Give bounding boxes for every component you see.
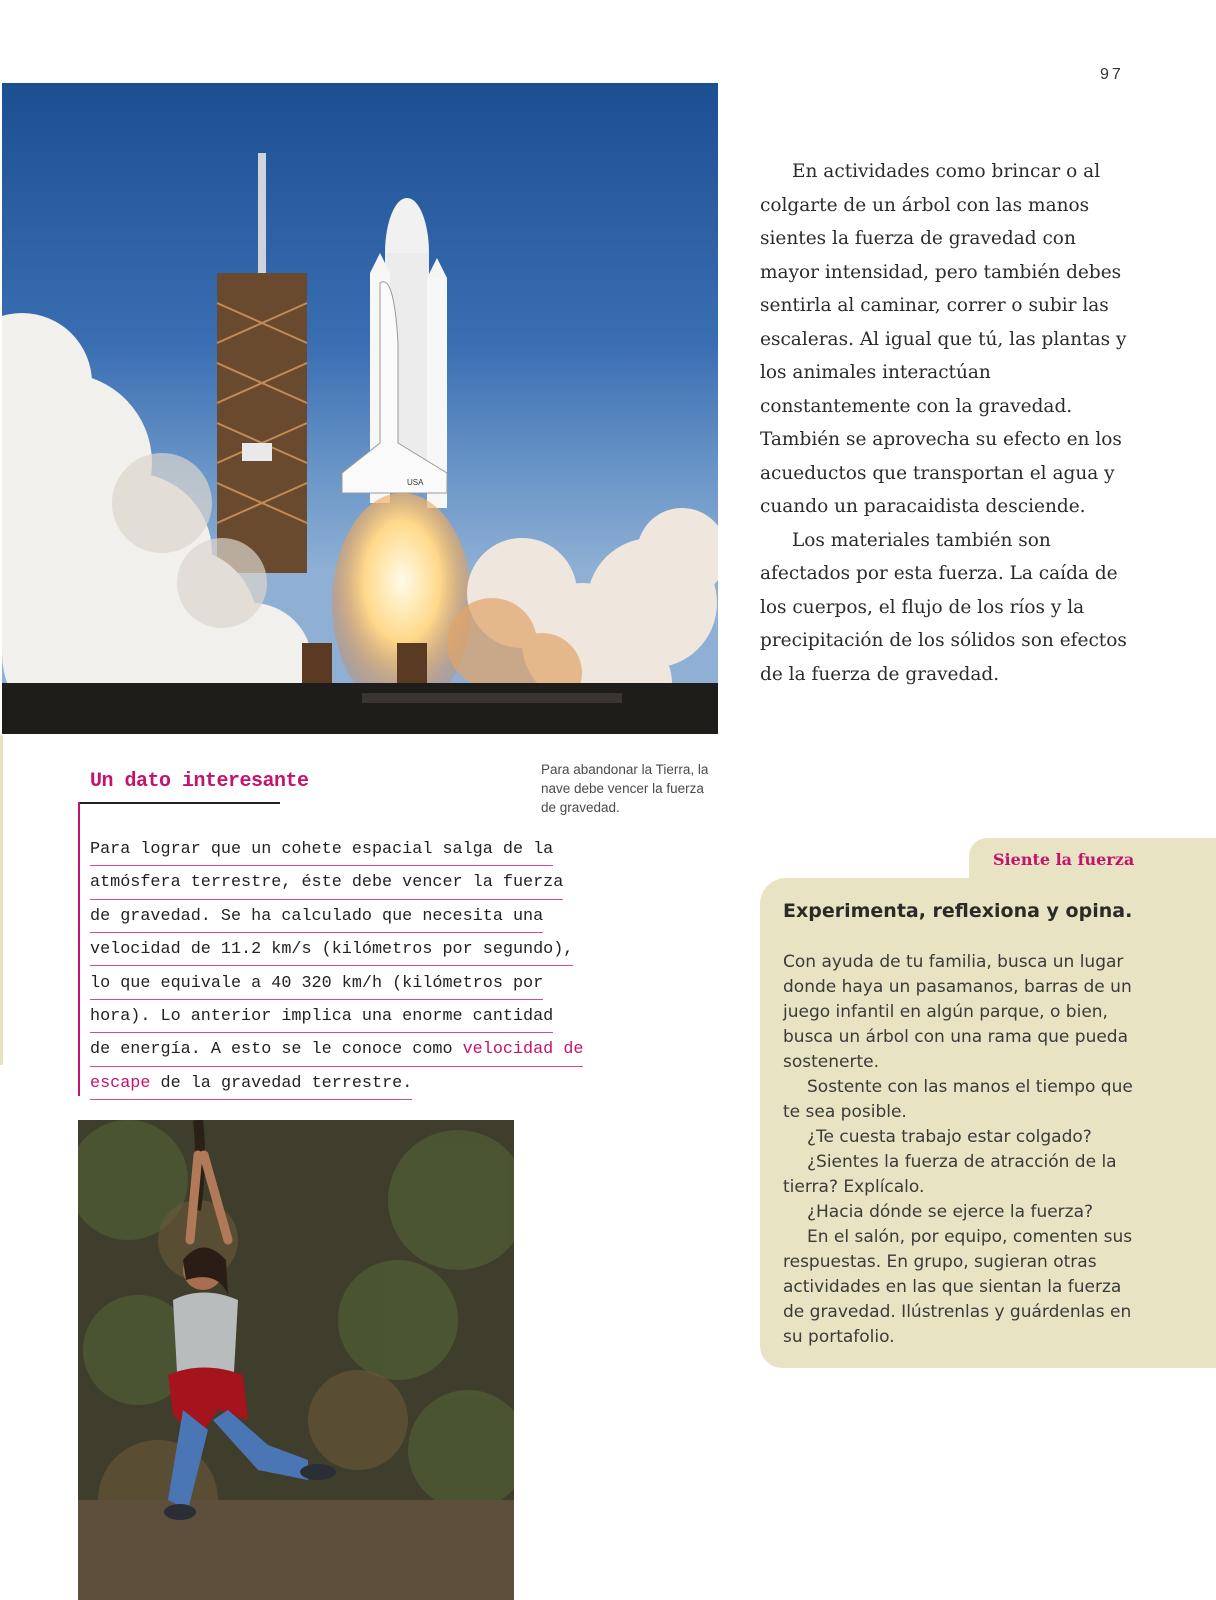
text-line-part: de energía. A esto se le conoce como bbox=[90, 1040, 463, 1060]
siente-la-fuerza-label: Siente la fuerza bbox=[993, 850, 1135, 869]
panel-paragraph: ¿Hacia dónde se ejerce la fuerza? bbox=[807, 1202, 1094, 1222]
panel-paragraph: Sostente con las manos el tiempo que te sea posible. bbox=[783, 1077, 1133, 1122]
text-line: velocidad de 11.2 km/s (kilómetros por segundo), bbox=[90, 933, 573, 966]
main-paragraph: Los materiales también son afectados por esta fuerza. La caída de los cuerpos, el flujo de los ríos y la precipitación de los sólidos son efectos de la fuerza de gravedad. bbox=[760, 529, 1127, 685]
rocket-caption: Para abandonar la Tierra, la nave debe vencer la fuerza de gravedad. bbox=[541, 762, 709, 815]
text-line: lo que equivale a 40 320 km/h (kilómetros por bbox=[90, 967, 543, 1000]
dato-interesante-title: Un dato interesante bbox=[90, 770, 309, 793]
shuttle-usa-label: USA bbox=[407, 478, 424, 487]
text-line-part: de la gravedad terrestre. bbox=[160, 1073, 413, 1093]
text-line: hora). Lo anterior implica una enorme cantidad bbox=[90, 1000, 553, 1033]
page-number: 97 bbox=[1100, 66, 1124, 83]
panel-paragraph: ¿Sientes la fuerza de atracción de la tierra? Explícalo. bbox=[783, 1152, 1117, 1197]
panel-paragraph: En el salón, por equipo, comenten sus respuestas. En grupo, sugieran otras actividades en las que sientan la fuerza de gravedad. Ilústrenlas y guárdenlas en su portafolio. bbox=[783, 1227, 1133, 1347]
panel-heading: Experimenta, reflexiona y opina. bbox=[783, 900, 1133, 922]
girl-hanging-photo bbox=[78, 1120, 514, 1600]
main-text bbox=[760, 155, 1140, 691]
dato-interesante-text bbox=[90, 833, 584, 1100]
text-line bbox=[90, 1067, 412, 1100]
text-line: de gravedad. Se ha calculado que necesita una bbox=[90, 900, 543, 933]
panel-paragraph: Con ayuda de tu familia, busca un lugar donde haya un pasamanos, barras de un juego infantil en algún parque, o bien, busca un árbol con una rama que pueda sostenerte. bbox=[783, 952, 1132, 1072]
edge-strip bbox=[0, 735, 3, 1065]
highlight-term: escape bbox=[90, 1073, 151, 1093]
highlight-term: velocidad de bbox=[462, 1040, 584, 1060]
panel-paragraph: ¿Te cuesta trabajo estar colgado? bbox=[807, 1127, 1092, 1147]
text-line: atmósfera terrestre, éste debe vencer la fuerza bbox=[90, 866, 563, 899]
text-line: Para lograr que un cohete espacial salga de la bbox=[90, 833, 553, 866]
rocket-launch-photo bbox=[2, 83, 718, 734]
text-line bbox=[90, 1033, 583, 1066]
panel-text bbox=[783, 950, 1143, 1350]
main-paragraph: En actividades como brincar o al colgarte de un árbol con las manos sientes la fuerza de gravedad con mayor intensidad, pero también debes sentirla al caminar, correr o subir las escaleras. Al igual que tú, las plantas y los animales interactúan constantemente con la gravedad. También se aprovecha su efecto en los acueductos que transportan el agua y cuando un paracaidista desciende. bbox=[760, 161, 1127, 517]
